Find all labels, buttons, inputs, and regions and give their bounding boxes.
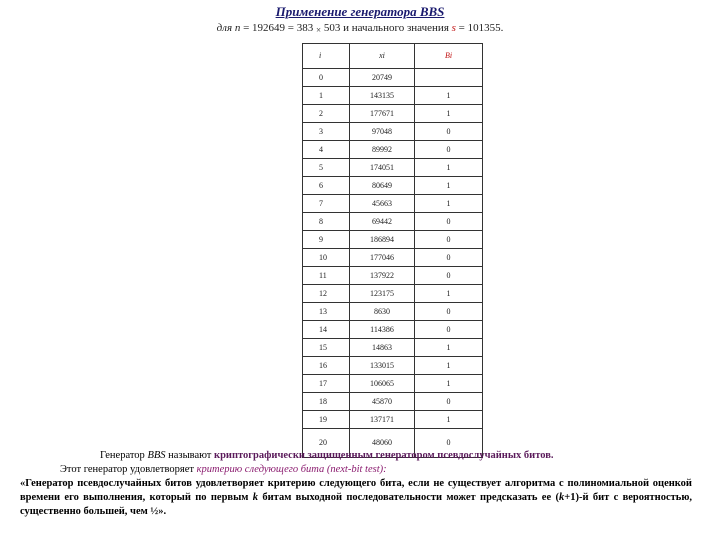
p3-k: k [252, 492, 259, 503]
cell-i: 10 [303, 249, 350, 267]
subtitle-eq1: = 192649 = 383 [243, 22, 314, 34]
cell-xi: 48060 [350, 429, 415, 458]
cell-bi: 0 [415, 231, 483, 249]
cell-bi: 1 [415, 159, 483, 177]
cell-bi: 1 [415, 375, 483, 393]
header-bi: Bi [415, 44, 483, 69]
table-row [303, 213, 483, 231]
table-row [303, 321, 483, 339]
cell-xi: 123175 [350, 285, 415, 303]
subtitle-eq3: = 101355. [458, 22, 504, 34]
paragraph-quote [20, 477, 692, 519]
table-row [303, 141, 483, 159]
cell-xi: 14863 [350, 339, 415, 357]
cell-i: 4 [303, 141, 350, 159]
cell-i: 20 [303, 429, 350, 458]
table-row [303, 411, 483, 429]
p3-text-b: битам выходной последовательности может предсказать ее ( [258, 492, 559, 503]
cell-i: 3 [303, 123, 350, 141]
cell-bi: 0 [415, 303, 483, 321]
table-header-row [303, 44, 483, 69]
header-i: i [303, 44, 350, 69]
cell-xi: 97048 [350, 123, 415, 141]
cell-i: 15 [303, 339, 350, 357]
cell-i: 5 [303, 159, 350, 177]
p1-text-b: называют [165, 450, 215, 461]
cell-xi: 186894 [350, 231, 415, 249]
cell-i: 17 [303, 375, 350, 393]
cell-i: 8 [303, 213, 350, 231]
page-title: Применение генератора BBS [275, 4, 445, 19]
table-row [303, 357, 483, 375]
cell-bi: 0 [415, 429, 483, 458]
cell-bi: 0 [415, 249, 483, 267]
p3-text-a: «Генератор псевдослучайных битов удовлетворяет критерию следующего бита, если не существует алгоритма с полиномиальной оценкой времени его выполнения, который по первым [20, 478, 692, 503]
header-xi: xi [350, 44, 415, 69]
paragraph-next-bit [60, 463, 700, 477]
cell-bi: 0 [415, 213, 483, 231]
p3-text-c: +1)-й бит с вероятностью, существенно большей, чем ½». [20, 492, 692, 517]
cell-xi: 69442 [350, 213, 415, 231]
cell-i: 19 [303, 411, 350, 429]
cell-bi: 1 [415, 195, 483, 213]
cell-bi: 1 [415, 285, 483, 303]
cell-xi: 174051 [350, 159, 415, 177]
cell-xi: 20749 [350, 69, 415, 87]
table-row [303, 87, 483, 105]
cell-i: 16 [303, 357, 350, 375]
cell-xi: 8630 [350, 303, 415, 321]
cell-xi: 143135 [350, 87, 415, 105]
cell-xi: 45663 [350, 195, 415, 213]
cell-xi: 89992 [350, 141, 415, 159]
p3-k1: k [558, 492, 565, 503]
cell-xi: 177046 [350, 249, 415, 267]
table-row [303, 285, 483, 303]
p2-highlight: критерию следующего бита (next-bit test): [196, 464, 387, 475]
table-row [303, 267, 483, 285]
table-row [303, 159, 483, 177]
cell-i: 6 [303, 177, 350, 195]
p2-text-a: Этот генератор удовлетворяет [60, 464, 197, 475]
cell-bi: 0 [415, 321, 483, 339]
cell-bi: 1 [415, 177, 483, 195]
table-row [303, 303, 483, 321]
cell-i: 2 [303, 105, 350, 123]
cell-bi: 1 [415, 357, 483, 375]
cell-xi: 45870 [350, 393, 415, 411]
cell-bi: 1 [415, 105, 483, 123]
table-row [303, 393, 483, 411]
table-row [303, 105, 483, 123]
cell-xi: 133015 [350, 357, 415, 375]
table-row [303, 339, 483, 357]
cell-i: 12 [303, 285, 350, 303]
cell-i: 11 [303, 267, 350, 285]
cell-i: 9 [303, 231, 350, 249]
cell-i: 1 [303, 87, 350, 105]
cell-i: 18 [303, 393, 350, 411]
cell-xi: 177671 [350, 105, 415, 123]
subtitle-n-var: n [234, 22, 241, 34]
subtitle-prefix: для [216, 22, 233, 34]
cell-bi: 0 [415, 393, 483, 411]
cell-xi: 114386 [350, 321, 415, 339]
bbs-table [302, 43, 483, 458]
cell-xi: 137922 [350, 267, 415, 285]
cell-xi: 106065 [350, 375, 415, 393]
cell-bi: 0 [415, 123, 483, 141]
cell-i: 0 [303, 69, 350, 87]
times-icon: × [316, 25, 322, 35]
bbs-table-body [303, 44, 483, 458]
p1-bbs: BBS [147, 450, 166, 461]
cell-bi: 0 [415, 267, 483, 285]
cell-bi: 1 [415, 411, 483, 429]
cell-xi: 80649 [350, 177, 415, 195]
cell-bi: 0 [415, 141, 483, 159]
table-row [303, 177, 483, 195]
table-row [303, 231, 483, 249]
table-row [303, 249, 483, 267]
p1-highlight: криптографически защищенным генератором псевдослучайных битов. [214, 450, 554, 461]
subtitle [0, 22, 720, 35]
cell-i: 7 [303, 195, 350, 213]
cell-bi: 1 [415, 87, 483, 105]
table-row [303, 123, 483, 141]
cell-i: 14 [303, 321, 350, 339]
subtitle-eq2: 503 и начального значения [323, 22, 449, 34]
table-row [303, 69, 483, 87]
table-row [303, 195, 483, 213]
subtitle-s-var: s [451, 22, 456, 34]
paragraph-bbs-definition [100, 449, 700, 463]
cell-bi: 1 [415, 339, 483, 357]
p1-text-a: Генератор [100, 450, 148, 461]
cell-xi: 137171 [350, 411, 415, 429]
cell-bi [415, 69, 483, 87]
cell-i: 13 [303, 303, 350, 321]
table-row [303, 375, 483, 393]
